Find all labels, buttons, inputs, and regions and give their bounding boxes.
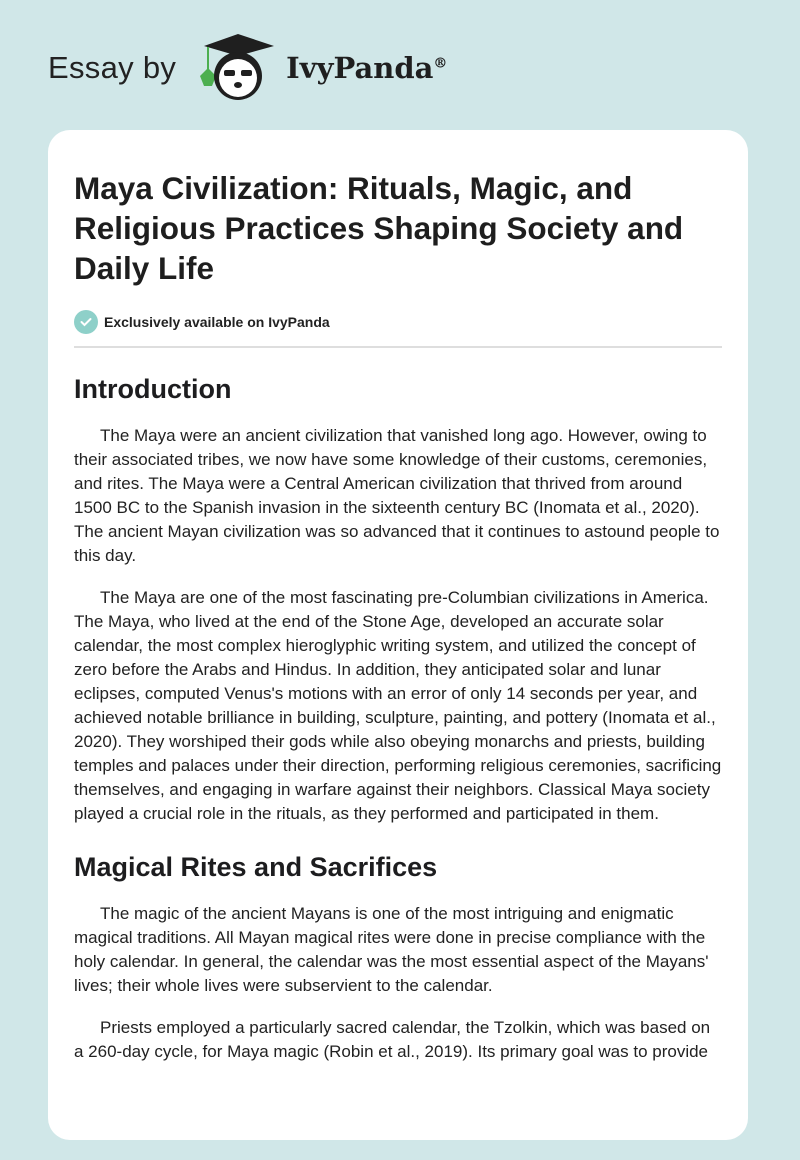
ivypanda-logo-icon[interactable] <box>194 32 278 104</box>
registered-mark: ® <box>433 55 448 72</box>
brand-header <box>48 28 447 108</box>
badge-text: Exclusively available on IvyPanda <box>104 314 330 330</box>
ivypanda-wordmark[interactable] <box>286 51 447 85</box>
paragraph: The Maya were an ancient civilization that vanished long ago. However, owing to their associated tribes, we now have some knowledge of their customs, ceremonies, and rites. The Maya were a Central American civilization that thrived from around 1500 BC to the Spanish invasion in the sixteenth century BC (Inomata et al., 2020). The ancient Mayan civilization was so advanced that it continues to astound people to this day. <box>74 426 720 565</box>
divider <box>74 346 722 348</box>
paragraph: The Maya are one of the most fascinating pre-Columbian civilizations in America. The Maya, who lived at the end of the Stone Age, developed an accurate solar calendar, the most complex hieroglyphic writing system, and utilized the concept of zero before the Arabs and Hindus. In addition, they anticipated solar and lunar eclipses, computed Venus's motions with an error of only 14 seconds per year, and achieved notable brilliance in building, sculpture, painting, and pottery (Inomata et al., 2020). They worshiped their gods while also obeying monarchs and priests, building temples and palaces under their direction, performing religious ceremonies, sacrificing themselves, and engaging in warfare against their neighbors. Classical Maya society played a crucial role in the rituals, as they performed and participated in them. <box>74 588 722 823</box>
essay-by-label: Essay by <box>48 50 177 85</box>
exclusive-badge <box>74 310 722 334</box>
section-heading: Magical Rites and Sacrifices <box>74 852 438 882</box>
brand-name: IvyPanda <box>286 51 434 85</box>
paragraph: Priests employed a particularly sacred calendar, the Tzolkin, which was based on a 260-day cycle, for Maya magic (Robin et al., 2019). Its primary goal was to provide <box>74 1018 711 1061</box>
article-card <box>48 130 748 1140</box>
paragraph: The magic of the ancient Mayans is one of the most intriguing and enigmatic magical traditions. All Mayan magical rites were done in precise compliance with the holy calendar. In general, the calendar was the most essential aspect of the Mayans' lives; their whole lives were subservient to the calendar. <box>74 904 709 995</box>
section-heading: Introduction <box>74 374 232 404</box>
article-title: Maya Civilization: Rituals, Magic, and Religious Practices Shaping Society and Daily Life <box>74 170 684 286</box>
check-icon <box>74 310 98 334</box>
